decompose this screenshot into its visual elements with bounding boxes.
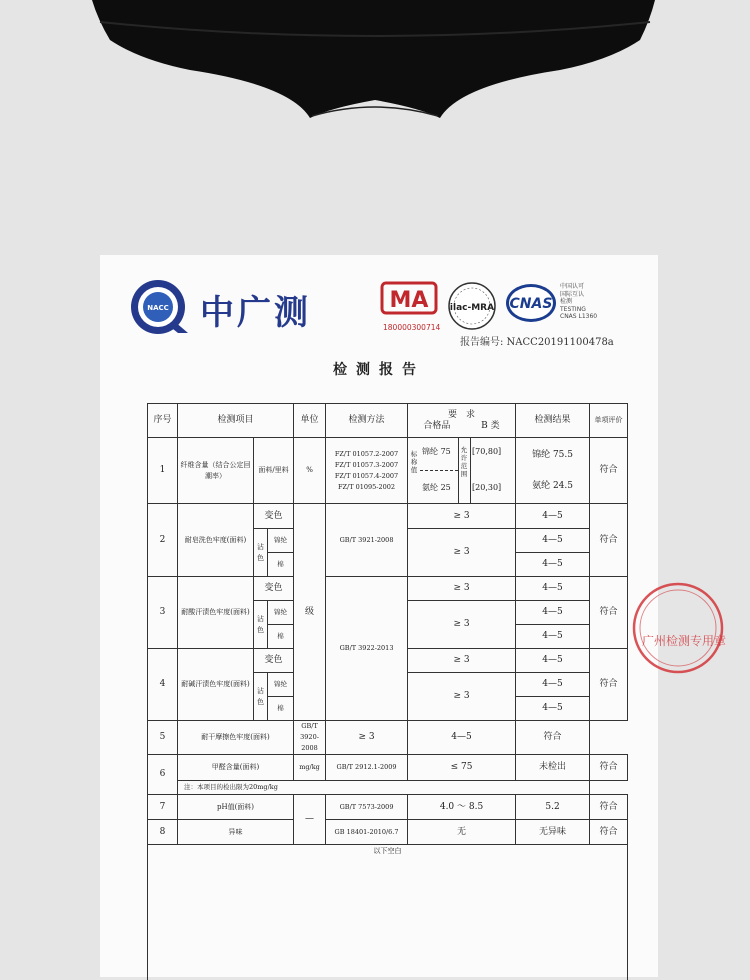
svg-text:CNAS: CNAS bbox=[509, 296, 553, 312]
svg-text:NACC: NACC bbox=[147, 304, 169, 312]
table-row: 3 耐酸汗渍色牢度(面料) 变色 GB/T 3922-2013 ≥ 3 4—5 符合 bbox=[148, 577, 628, 601]
cnas-cert-icon bbox=[504, 281, 558, 325]
svg-text:广州检测专用章: 广州检测专用章 bbox=[642, 634, 727, 648]
table-row: 沾色 锦纶 ≥ 3 4—5 bbox=[148, 529, 628, 553]
table-row: 沾色 锦纶 ≥ 3 4—5 bbox=[148, 601, 628, 625]
cnas-note: 中国认可 国际互认 检测 TESTING CNAS L1360 bbox=[560, 283, 598, 320]
table-row: 8 异味 GB 18401-2010/6.7 无 无异味 符合 bbox=[148, 820, 628, 845]
table-row: 棉 4—5 bbox=[148, 625, 628, 649]
table-row: 2 耐皂洗色牢度(面料) 变色 级 GB/T 3921-2008 ≥ 3 4—5 符合 bbox=[148, 504, 628, 529]
table-row: 4 耐碱汗渍色牢度(面料) 变色 ≥ 3 4—5 符合 bbox=[148, 649, 628, 673]
svg-text:MA: MA bbox=[389, 288, 429, 313]
table-row: 棉 4—5 bbox=[148, 553, 628, 577]
report-number: 报告编号: NACC20191100478a bbox=[460, 337, 614, 348]
company-name: 中广测 bbox=[200, 293, 311, 333]
table-row: 1 纤维含量（结合公定回潮率） 面料/里料 % FZ/T 01057.2-2007 FZ/T 01057.3-2007 FZ/T 01057.4-2007 FZ/T 01095-2002 标称值 锦纶 75 氨纶 25 允许范围 [70,80] [20,30] 锦纶 75.5 氨纶 24.5 符合 bbox=[148, 438, 628, 504]
table-row: 5 耐干摩擦色牢度(面料) GB/T 3920-2008 ≥ 3 4—5 符合 bbox=[148, 721, 628, 755]
header-seq: 序号 bbox=[148, 404, 178, 438]
product-photo bbox=[0, 0, 750, 250]
table-header-row bbox=[148, 404, 628, 438]
test-report-page bbox=[100, 255, 727, 977]
header-judgement: 单项评价 bbox=[590, 404, 628, 438]
cma-cert-icon bbox=[380, 281, 438, 323]
header-method: 检测方法 bbox=[326, 404, 408, 438]
nacc-logo-icon bbox=[126, 277, 196, 337]
official-stamp-icon bbox=[618, 573, 727, 683]
header-item: 检测项目 bbox=[178, 404, 294, 438]
header-result: 检测结果 bbox=[516, 404, 590, 438]
table-row: 注：本项目的检出限为20mg/kg bbox=[148, 781, 628, 795]
blank-area-row bbox=[148, 845, 628, 980]
test-results-table bbox=[147, 403, 628, 980]
header-unit: 单位 bbox=[294, 404, 326, 438]
svg-text:ilac-MRA: ilac-MRA bbox=[449, 303, 495, 313]
header-requirement: 要 求 合格品 B 类 bbox=[408, 404, 516, 438]
table-row: 沾色 锦纶 ≥ 3 4—5 bbox=[148, 673, 628, 697]
table-row: 棉 4—5 bbox=[148, 697, 628, 721]
report-title: 检测报告 bbox=[333, 362, 425, 378]
table-row: 6 甲醛含量(面料) mg/kg GB/T 2912.1-2009 ≤ 75 未检出 符合 bbox=[148, 755, 628, 781]
cma-number: 180000300714 bbox=[383, 323, 441, 332]
ilac-mra-icon bbox=[446, 281, 498, 331]
table-row: 7 pH值(面料) — GB/T 7573-2009 4.0 ～ 8.5 5.2 符合 bbox=[148, 795, 628, 820]
blank-note: 以下空白 bbox=[373, 847, 402, 855]
